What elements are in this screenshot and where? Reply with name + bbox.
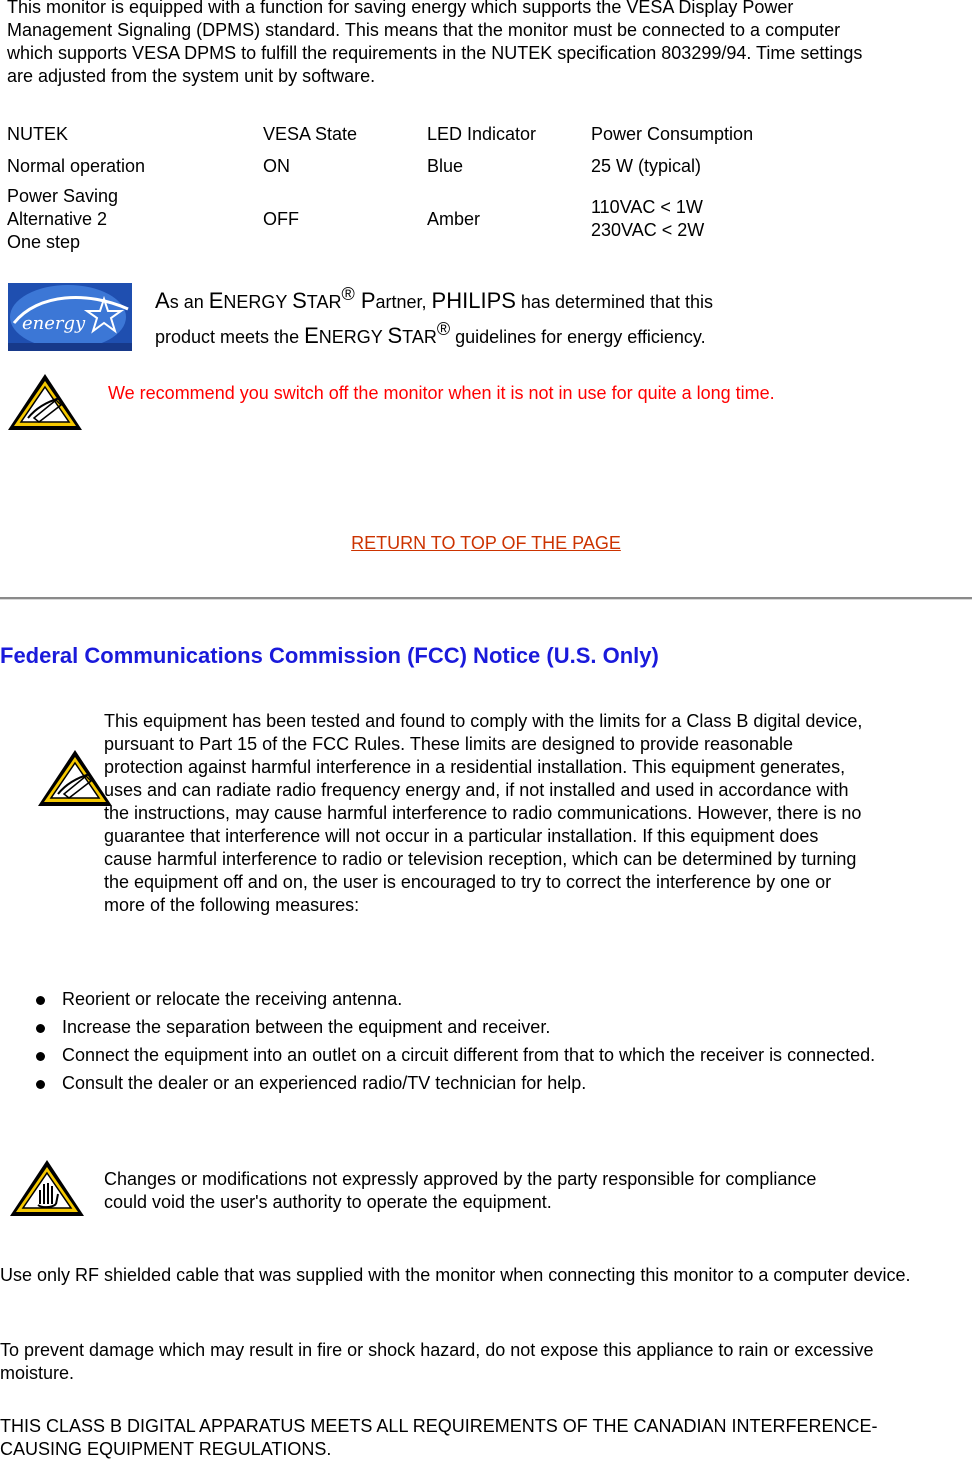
return-to-top-link[interactable]: RETURN TO TOP OF THE PAGE: [351, 533, 621, 553]
energy-logo-text: energy: [22, 313, 86, 334]
bullet-icon: [36, 1052, 45, 1061]
smallcap-s: S: [292, 288, 307, 313]
smallcap-e: E: [208, 288, 224, 313]
table-row: [0, 150, 898, 182]
list-item: [0, 988, 940, 1011]
intro-paragraph: This monitor is equipped with a function for saving energy which supports the VESA Display Power Management Signaling (DPMS) standard. This means that the monitor must be connected to a computer which supports VESA DPMS to fulfill the requirements in the NUTEK specification 803299/94. Time settings are adjusted from the system unit by software.: [7, 0, 863, 86]
table-header-row: [0, 118, 898, 150]
header-nutek: NUTEK: [7, 123, 69, 144]
power-line: 230VAC < 2W: [591, 220, 705, 240]
header-led-indicator: LED Indicator: [427, 123, 537, 144]
hand-warning-icon: [8, 1158, 86, 1218]
rf-cable-note: Use only RF shielded cable that was supplied with the monitor when connecting this monitor to a computer device.: [0, 1265, 911, 1285]
text-run: has determined that this: [515, 292, 714, 312]
text-run: NERGY: [318, 327, 388, 347]
smallcap-s: S: [387, 323, 403, 348]
canadian-compliance-note: THIS CLASS B DIGITAL APPARATUS MEETS ALL REQUIREMENTS OF THE CANADIAN INTERFERENCE-CAUSING EQUIPMENT REGULATIONS.: [0, 1416, 878, 1459]
list-item-text: Connect the equipment into an outlet on a circuit different from that to which the receiver is connected.: [62, 1045, 876, 1065]
header-vesa-state: VESA State: [263, 123, 358, 144]
smallcap-e: E: [304, 323, 319, 348]
note-pencil-icon: [36, 748, 114, 808]
note-pencil-icon: [6, 372, 84, 432]
bullet-icon: [36, 996, 45, 1005]
mode-line: One step: [7, 231, 81, 252]
list-item-text: Increase the separation between the equipment and receiver.: [62, 1017, 551, 1037]
list-item: [0, 1072, 940, 1095]
recommendation-text: We recommend you switch off the monitor when it is not in use for quite a long time.: [108, 383, 775, 403]
text-run: s an: [169, 292, 209, 312]
brand-name: PHILIPS: [431, 288, 516, 313]
text-run: product meets the: [155, 327, 305, 347]
smallcap-p: P: [354, 288, 376, 313]
bullet-icon: [36, 1080, 45, 1089]
fcc-body-text: This equipment has been tested and found to comply with the limits for a Class B digital device, pursuant to Part 15 of the FCC Rules. These limits are designed to provide reasonable protection against harmful interference in a residential installation. This equipment generates, uses and can radiate radio frequency energy and, if not installed and used in accordance with the instructions, may cause harmful interference to radio communications. However, there is no guarantee that interference will not occur in a particular installation. If this equipment does cause harmful interference to radio or television reception, which can be determined by turning the equipment off and on, the user is encouraged to try to correct the interference by one or more of the following measures:: [104, 711, 863, 915]
energy-star-statement: [155, 284, 855, 354]
nutek-power-table: [0, 118, 898, 256]
energy-line-1: [155, 284, 855, 319]
table-row: [0, 182, 898, 256]
text-run: artner,: [375, 292, 432, 312]
bullet-icon: [36, 1024, 45, 1033]
list-item: [0, 1044, 940, 1067]
cell-vesa-state: ON: [263, 155, 290, 176]
cell-mode: [0, 182, 256, 256]
list-item-text: Reorient or relocate the receiving antenna.: [62, 989, 403, 1009]
moisture-warning-note: To prevent damage which may result in fire or shock hazard, do not expose this appliance to rain or excessive moisture.: [0, 1340, 874, 1383]
registered-mark: ®: [341, 284, 355, 304]
fcc-measures-list: [0, 988, 940, 1100]
text-run: TAR: [402, 327, 437, 347]
smallcap-a: A: [155, 288, 170, 313]
cell-led: Amber: [427, 208, 481, 229]
text-run: TAR: [306, 292, 342, 312]
header-power-consumption: Power Consumption: [591, 123, 754, 144]
section-divider: [0, 597, 972, 600]
list-item-text: Consult the dealer or an experienced radio/TV technician for help.: [62, 1073, 587, 1093]
registered-mark: ®: [436, 319, 451, 339]
text-run: NERGY: [223, 292, 293, 312]
cell-power: [584, 182, 898, 256]
fcc-section-title: Federal Communications Commission (FCC) Notice (U.S. Only): [0, 643, 659, 668]
energy-star-logo-icon: [8, 283, 132, 351]
cell-power: 25 W (typical): [591, 155, 702, 176]
mode-line: Alternative 2: [7, 208, 108, 229]
energy-line-2: [155, 319, 855, 354]
cell-vesa-state: OFF: [263, 208, 299, 229]
text-run: guidelines for energy efficiency.: [450, 327, 706, 347]
cell-mode: Normal operation: [7, 155, 146, 176]
power-line: 110VAC < 1W: [591, 197, 703, 217]
changes-warning-text: Changes or modifications not expressly approved by the party responsible for compliance could void the user's authority to operate the equipment.: [104, 1169, 817, 1212]
energy-star-logo: [8, 283, 132, 351]
list-item: [0, 1016, 940, 1039]
mode-line: Power Saving: [7, 185, 119, 206]
cell-led: Blue: [427, 155, 464, 176]
